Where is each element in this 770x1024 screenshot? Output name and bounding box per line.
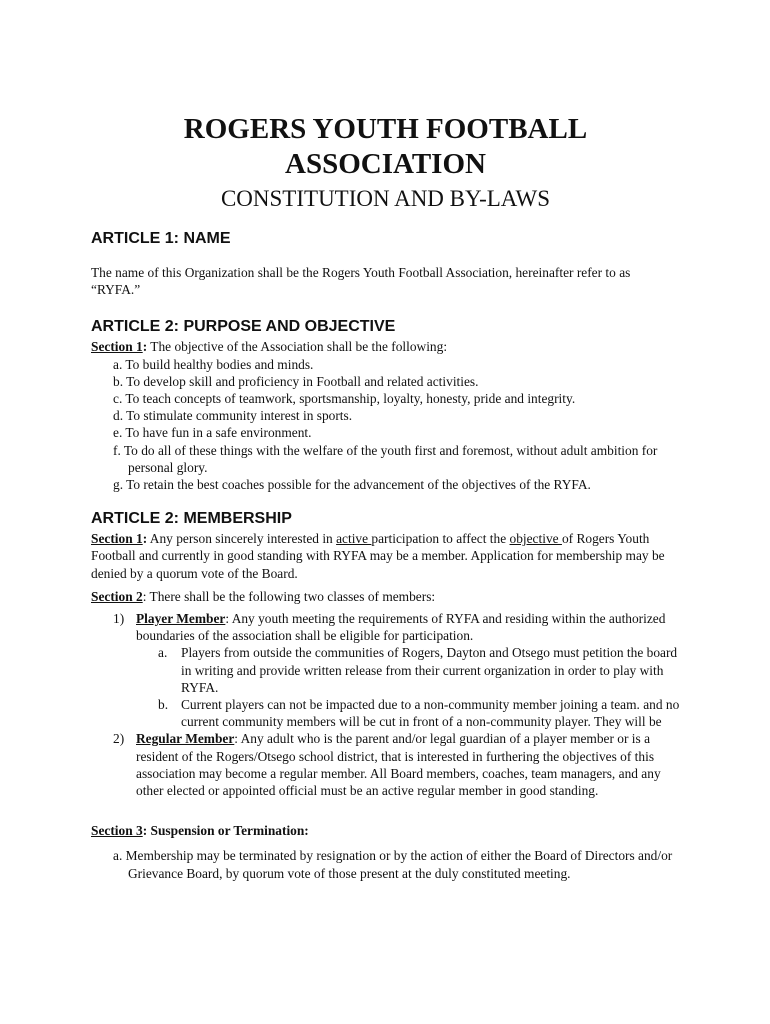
item-letter: a. — [158, 645, 168, 661]
list-item: e. To have fun in a safe environment. — [113, 425, 312, 441]
membership-section-3 — [91, 822, 680, 839]
section-colon: : — [142, 531, 148, 547]
article-membership-heading: ARTICLE 2: MEMBERSHIP — [91, 510, 292, 528]
section-label: Section 3 — [91, 823, 143, 839]
player-rule-b — [91, 696, 680, 730]
rule-text: Players from outside the communities of Rogers, Dayton and Otsego must petition the board in writing and provide written release from their current organization in order to play with RYFA. — [181, 645, 678, 695]
list-item: g. To retain the best coaches possible for the advancement of the objectives of the RYFA. — [113, 477, 591, 493]
underlined-word: active — [336, 531, 372, 547]
list-item: a. Membership may be terminated by resignation or by the action of either the Board of Directors and/or Grievance Board, by quorum vote of those present at the duly constituted meeting. — [113, 848, 673, 881]
player-rule-a — [91, 644, 680, 696]
section-label: Section 1 — [91, 339, 143, 355]
list-item: c. To teach concepts of teamwork, sportsmanship, loyalty, honesty, pride and integrity. — [113, 391, 576, 407]
item-number: 2) — [113, 731, 125, 747]
document-title — [91, 0, 680, 182]
section-text: The objective of the Association shall be the following: — [147, 339, 448, 355]
objectives-list — [91, 356, 680, 494]
underlined-word: objective — [509, 531, 562, 547]
list-item: a. To build healthy bodies and minds. — [113, 356, 314, 372]
section-text: : Suspension or Termination: — [142, 823, 309, 839]
termination-list — [91, 847, 680, 881]
item-letter: b. — [158, 697, 169, 713]
membership-section-1 — [91, 530, 680, 582]
article-1-text: The name of this Organization shall be the Rogers Youth Football Association, hereinafter refer to as “RYFA.” — [91, 265, 631, 298]
section-text: Any person sincerely interested in — [147, 531, 337, 547]
title-line-2: ASSOCIATION — [285, 148, 486, 180]
list-item: f. To do all of these things with the welfare of the youth first and foremost, without adult ambition for personal glory. — [113, 442, 658, 475]
section-label: Section 2 — [91, 588, 143, 604]
section-colon: : — [142, 339, 148, 355]
section-text: : There shall be the following two classes of members: — [142, 588, 436, 604]
member-class-label: Regular Member — [136, 731, 235, 747]
list-item: d. To stimulate community interest in sports. — [113, 408, 353, 424]
section-text: participation to affect the — [371, 531, 510, 547]
document-subtitle: CONSTITUTION AND BY-LAWS — [220, 186, 551, 211]
member-class-player — [91, 610, 680, 644]
member-class-text: : Any youth meeting the requirements of RYFA and residing within the authorized boundaries of the association shall be eligible for participation. — [136, 611, 666, 644]
section-label: Section 1 — [91, 531, 143, 547]
article-2-section-1 — [91, 338, 680, 355]
member-class-regular — [91, 730, 680, 799]
item-number: 1) — [113, 611, 125, 627]
article-1-heading: ARTICLE 1: NAME — [91, 230, 231, 247]
article-2-heading: ARTICLE 2: PURPOSE AND OBJECTIVE — [91, 318, 396, 336]
member-class-text: : Any adult who is the parent and/or legal guardian of a player member or is a resident of the Rogers/Otsego school district, that is interested in furthering the objectives of this association may become a regular member. All Board members, coaches, team managers, and any other elected or appointed official must be an active regular member in good standing. — [136, 731, 661, 799]
rule-text: Current players can not be impacted due to a non-community member joining a team. and no current community members will be cut in front of a non-community player. They will be — [181, 697, 680, 730]
title-line-1: ROGERS YOUTH FOOTBALL — [183, 113, 588, 145]
list-item: b. To develop skill and proficiency in Football and related activities. — [113, 373, 479, 389]
member-class-label: Player Member — [136, 611, 226, 627]
membership-section-2 — [91, 588, 680, 605]
section-text: of Rogers Youth Football and currently in good standing with RYFA may be a member. Application for membership may be denied by a quorum vote of the Board. — [91, 531, 665, 581]
